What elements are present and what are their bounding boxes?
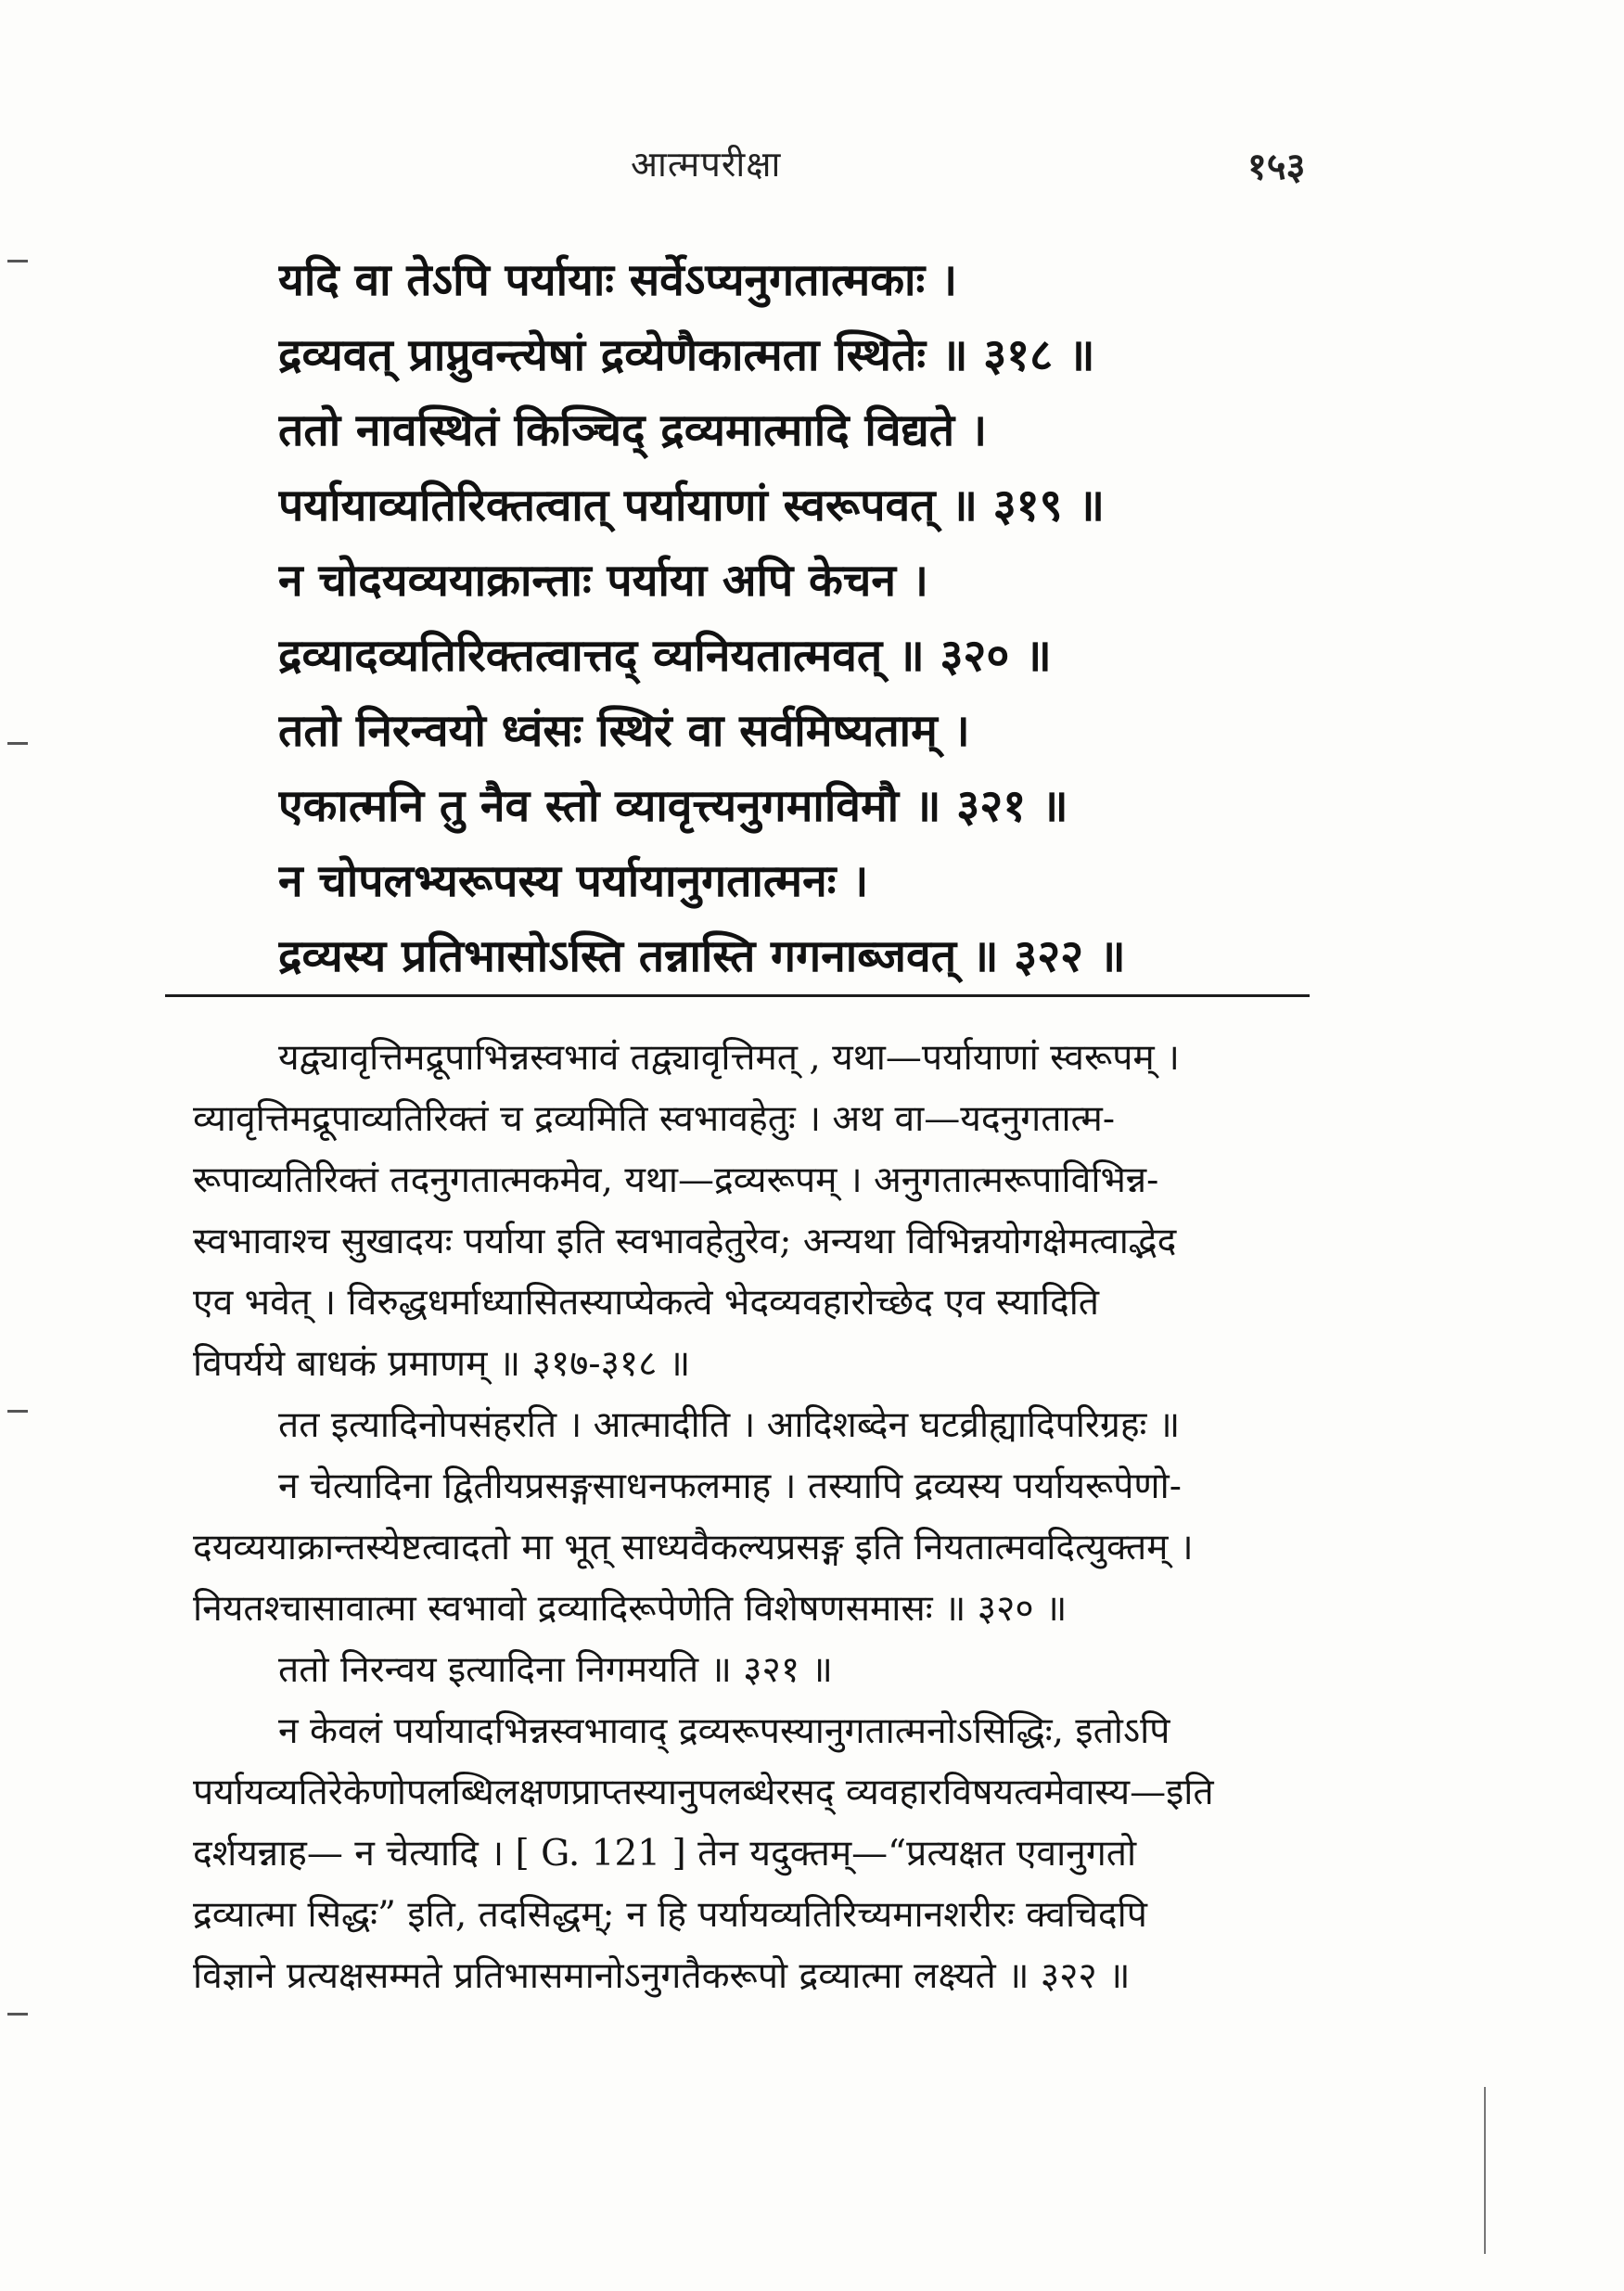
commentary-line: पर्यायव्यतिरेकेणोपलब्धिलक्षणप्राप्तस्यानुपलब्धेरसद् व्यवहारविषयत्वमेवास्य—इति [193,1772,1214,1813]
verse-block [278,243,1354,994]
verse-line: यदि वा तेऽपि पर्यायाः सर्वेऽप्यनुगतात्मकाः । [278,254,958,306]
commentary-line: यद्व्यावृत्तिमद्रूपाभिन्नस्वभावं तद्व्यावृत्तिमत् , यथा—पर्यायाणां स्वरूपम् । [278,1037,1180,1079]
scan-margin-mark [7,1410,28,1413]
commentary-line: एव भवेत् । विरुद्धधर्माध्यासितस्याप्येकत्वे भेदव्यवहारोच्छेद एव स्यादिति [193,1282,1100,1324]
commentary-line: दर्शयन्नाह— न चेत्यादि । [ G. 121 ] तेन यदुक्तम्—“प्रत्यक्षत एवानुगतो [193,1833,1137,1875]
commentary-block [193,1028,1363,2007]
page-number: १५३ [1247,145,1306,188]
commentary-line: स्वभावाश्च सुखादयः पर्याया इति स्वभावहेतुरेव; अन्यथा विभिन्नयोगक्षेमत्वाद्भेद [193,1221,1177,1262]
scan-edge-line [1484,2087,1486,2254]
section-divider [165,994,1310,997]
commentary-line: दयव्ययाक्रान्तस्येष्टत्वादतो मा भूत् साध्यवैकल्यप्रसङ्ग इति नियतात्मवदित्युक्तम् । [193,1527,1194,1568]
verse-line: द्रव्यस्य प्रतिभासोऽस्ति तन्नास्ति गगनाब्जवत् ॥ ३२२ ॥ [278,930,1126,982]
scan-margin-mark [7,2013,28,2016]
commentary-line: विपर्यये बाधकं प्रमाणम् ॥ ३१७-३१८ ॥ [193,1343,691,1385]
commentary-line: न केवलं पर्यायादभिन्नस्वभावाद् द्रव्यरूपस्यानुगतात्मनोऽसिद्धिः, इतोऽपि [278,1710,1170,1752]
commentary-line: न चेत्यादिना द्वितीयप्रसङ्गसाधनफलमाह । तस्यापि द्रव्यस्य पर्यायरूपेणो- [278,1465,1182,1507]
commentary-line: विज्ञाने प्रत्यक्षसम्मते प्रतिभासमानोऽनुगतैकरूपो द्रव्यात्मा लक्ष्यते ॥ ३२२ ॥ [193,1955,1131,1997]
scan-margin-mark [7,742,28,745]
commentary-line: तत इत्यादिनोपसंहरति । आत्मादीति । आदिशब्देन घटव्रीह्यादिपरिग्रहः ॥ [278,1404,1181,1446]
scan-margin-mark [7,260,28,262]
verse-line: ततो नावस्थितं किञ्चिद् द्रव्यमात्मादि विद्यते । [278,404,988,456]
verse-line: न चोपलभ्यरूपस्य पर्यायानुगतात्मनः । [278,855,869,907]
verse-line: न चोदयव्ययाक्रान्ताः पर्याया अपि केचन । [278,555,928,607]
commentary-line: रूपाव्यतिरिक्तं तदनुगतात्मकमेव, यथा—द्रव्यरूपम् । अनुगतात्मरूपाविभिन्न- [193,1159,1159,1201]
commentary-line: नियतश्चासावात्मा स्वभावो द्रव्यादिरूपेणेति विशेषणसमासः ॥ ३२० ॥ [193,1588,1068,1630]
verse-line: पर्यायाव्यतिरिक्तत्वात् पर्यायाणां स्वरूपवत् ॥ ३१९ ॥ [278,480,1106,531]
commentary-line: ततो निरन्वय इत्यादिना निगमयति ॥ ३२१ ॥ [278,1649,833,1691]
running-title: आत्मपरीक्षा [631,144,782,185]
verse-line: एकात्मनि तु नैव स्तो व्यावृत्त्यनुगमाविमौ ॥ ३२१ ॥ [278,780,1068,832]
commentary-line: व्यावृत्तिमद्रूपाव्यतिरिक्तं च द्रव्यमिति स्वभावहेतुः । अथ वा—यदनुगतात्म- [193,1098,1115,1140]
verse-line: ततो निरन्वयो ध्वंसः स्थिरं वा सर्वमिष्यताम् । [278,705,970,757]
verse-line: द्रव्यादव्यतिरिक्तत्वात्तद् व्यनियतात्मवत् ॥ ३२० ॥ [278,630,1052,682]
verse-line: द्रव्यवत् प्राप्नुवन्त्येषां द्रव्येणैकात्मता स्थितेः ॥ ३१८ ॥ [278,329,1095,381]
commentary-line: द्रव्यात्मा सिद्धः” इति, तदसिद्धम्; न हि पर्यायव्यतिरिच्यमानशरीरः क्वचिदपि [193,1894,1147,1936]
